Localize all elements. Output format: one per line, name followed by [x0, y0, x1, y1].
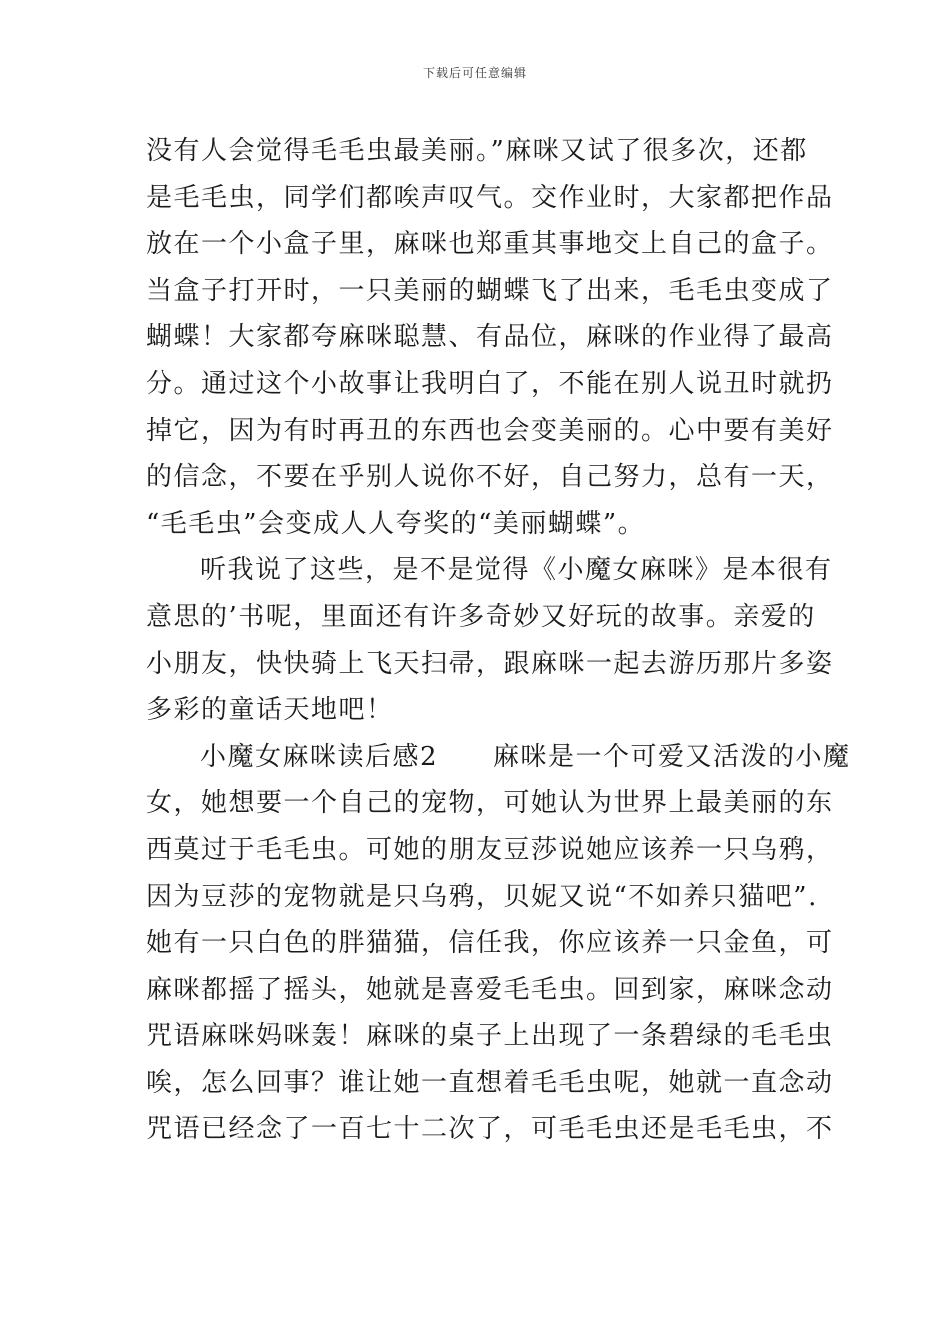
text-line: “毛毛虫”会变成人人夸奖的“美丽蝴蝶”。 — [146, 508, 646, 539]
text-line: 唉，怎么回事？谁让她一直想着毛毛虫呢，她就一直念动 — [146, 1067, 834, 1098]
body-text — [146, 128, 851, 1153]
text-line: 小朋友，快快骑上飞天扫帚，跟麻咪一起去游历那片多姿 — [146, 648, 834, 679]
text-line: 放在一个小盒子里，麻咪也郑重其事地交上自己的盒子。 — [146, 229, 834, 260]
text-line: 因为豆莎的宠物就是只乌鸦，贝妮又说“不如养只猫吧”. — [146, 881, 818, 912]
text-line: 咒语麻咪妈咪轰！麻咪的桌子上出现了一条碧绿的毛毛虫 — [146, 1021, 834, 1052]
text-line: 的信念，不要在乎别人说你不好，自己努力，总有一天， — [146, 462, 834, 493]
text-line: 咒语已经念了一百七十二次了，可毛毛虫还是毛毛虫，不 — [146, 1114, 834, 1145]
text-line: 西莫过于毛毛虫。可她的朋友豆莎说她应该养一只乌鸦， — [146, 834, 834, 865]
text-line: 没有人会觉得毛毛虫最美丽。”麻咪又试了很多次，还都 — [146, 136, 808, 166]
text-line: 意思的’书呢，里面还有许多奇妙又好玩的故事。亲爱的 — [146, 601, 816, 632]
paragraph-start-line: 听我说了这些，是不是觉得《小魔女麻咪》是本很有 — [200, 555, 833, 586]
text-line: 多彩的童话天地吧！ — [146, 695, 394, 726]
text-line: 她有一只白色的胖猫猫，信任我，你应该养一只金鱼，可 — [146, 928, 834, 959]
text-line: 女，她想要一个自己的宠物，可她认为世界上最美丽的东 — [146, 788, 834, 819]
header-note: 下载后可任意编辑 — [422, 66, 527, 80]
text-line: 麻咪都摇了摇头，她就是喜爱毛毛虫。回到家，麻咪念动 — [146, 974, 834, 1005]
text-line: 当盒子打开时，一只美丽的蝴蝶飞了出来，毛毛虫变成了 — [146, 275, 834, 306]
text-line: 掉它，因为有时再丑的东西也会变美丽的。心中要有美好 — [146, 415, 834, 446]
text-line: 分。通过这个小故事让我明白了，不能在别人说丑时就扔 — [146, 368, 834, 399]
text-line: 是毛毛虫，同学们都唉声叹气。交作业时，大家都把作品 — [146, 182, 834, 213]
section-title-line: 小魔女麻咪读后感2 麻咪是一个可爱又活泼的小魔 — [200, 741, 851, 772]
text-line: 蝴蝶！大家都夸麻咪聪慧、有品位，麻咪的作业得了最高 — [146, 322, 834, 353]
